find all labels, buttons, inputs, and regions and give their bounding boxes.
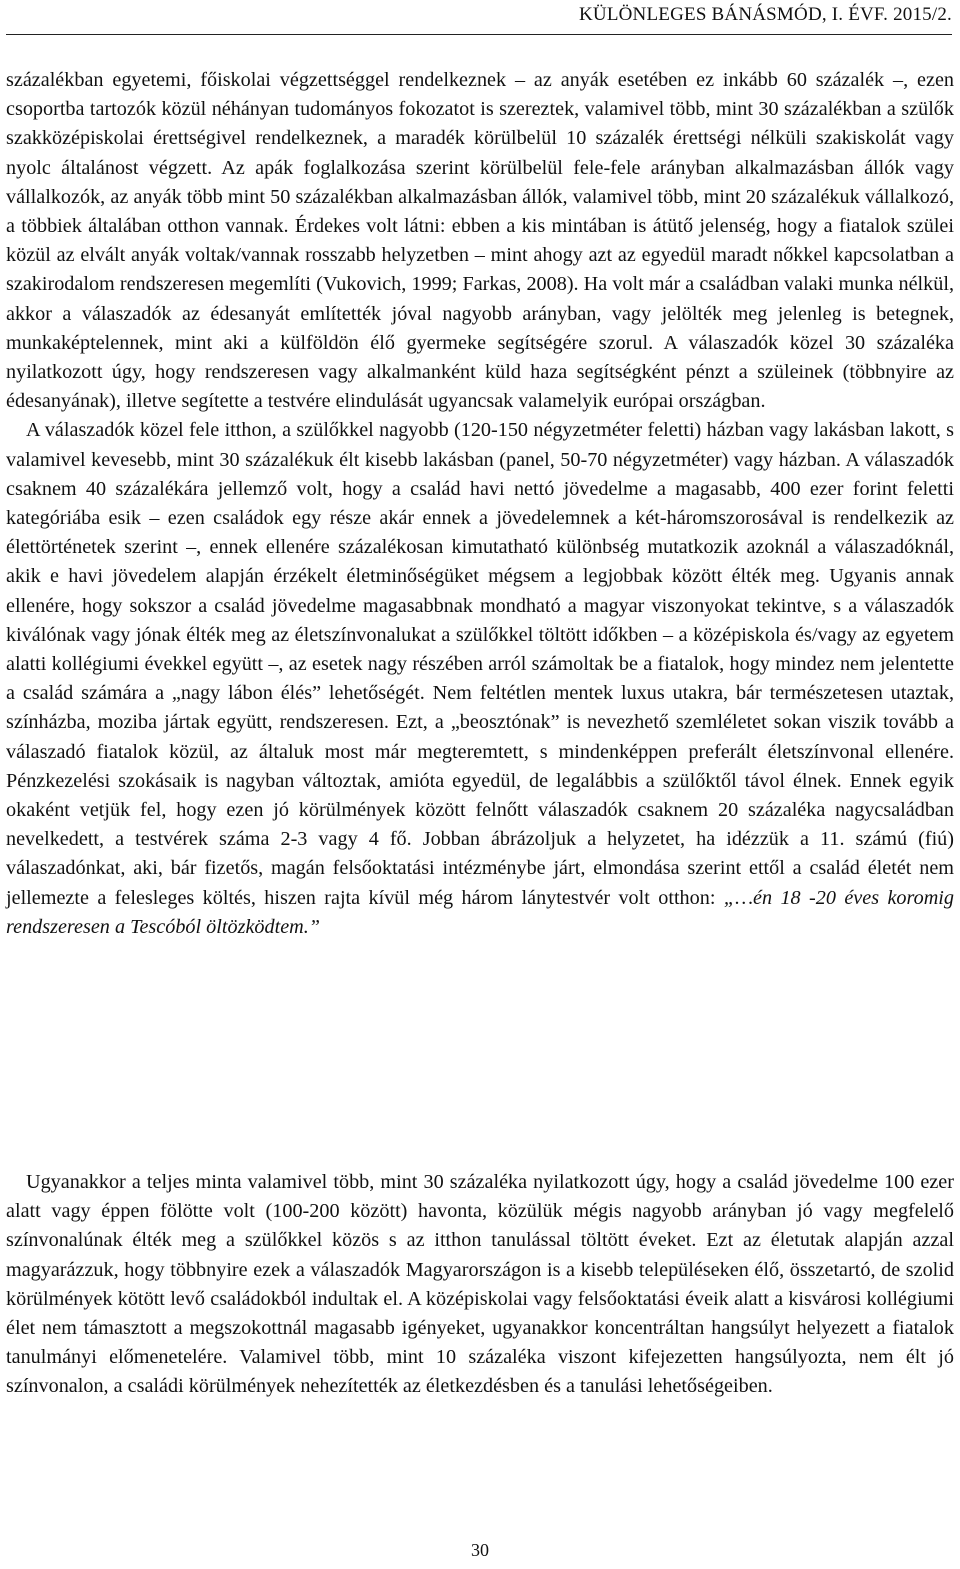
header-divider	[6, 34, 952, 35]
interview-quote: „…én 18 -20 éves koromig rendszeresen a Tescóból öltözködtem.”	[6, 886, 954, 938]
running-header: KÜLÖNLEGES BÁNÁSMÓD, I. ÉVF. 2015/2.	[578, 4, 952, 25]
paragraph-1: százalékban egyetemi, főiskolai végzettséggel rendelkeznek – az anyák esetében ez inkább 60 százalék –, ezen csoportba tartozók közül néhányan tudományos fokozatot is szereztek, valamivel több, mint 30 százalékban a szülők szakközépiskolai érettségivel rendelkeznek, a maradék körülbelül 10 százalék érettségi nélküli szakiskolát vagy nyolc általánost végzett. Az apák foglalkozása szerint körülbelül fele-fele arányban alkalmazásban állók vagy vállalkozók, az anyák több mint 50 százalékban alkalmazásban állók, valamivel több, mint 20 százalékuk vállalkozó, a többiek általában otthon vannak. Érdekes volt látni: ebben a kis mintában is átütő jelenség, hogy a fiatalok szülei közül az elvált anyák voltak/vannak rosszabb helyzetben – mint ahogy azt az egyedül maradt nőkkel kapcsolatban a szakirodalom rendszeresen megemlíti (Vukovich, 1999; Farkas, 2008). Ha volt már a családban valaki munka nélkül, akkor a válaszadók az édesanyát említették jóval nagyobb arányban, vagy jelölték meg jelenleg is betegnek, munkaképtelennek, mint aki a külföldön élő gyermeke segítségére szorul. A válaszadók közel 30 százaléka nyilatkozott úgy, hogy rendszeresen vagy alkalmanként küld haza segítségként pénzt a szüleinek (többnyire az édesanyának), illetve segítette a testvére elindulását ugyancsak valamelyik európai országban.	[6, 69, 954, 413]
paragraph-2-text: A válaszadók közel fele itthon, a szülőkkel nagyobb (120-150 négyzetméter feletti) házban vagy lakásban lakott, s valamivel kevesebb, mint 30 százalékuk élt kisebb lakásban (panel, 50-70 négyzetméter) vagy házban. A válaszadók csaknem 40 százalékára jellemző volt, hogy a család havi nettó jövedelme a magasabb, 400 ezer forint feletti kategóriába esik – ezen családok egy része akár ennek a jövedelemnek a két-háromszorosával is rendelkezik az élettörténetek szerint –, ennek ellenére százalékosan kimutatható különbség mutatkozik azoknál a válaszadóknál, akik e havi jövedelem alapján érzékelt életminőségüket mégsem a legjobbak között élték meg. Ugyanis annak ellenére, hogy sokszor a család jövedelme magasabbnak mondható a magyar viszonyokat tekintve, s a válaszadók kiválónak vagy jónak élték meg az életszínvonalukat a szülőkkel töltött időkben – a középiskola és/vagy az egyetem alatti kollégiumi évekkel együtt –, az esetek nagy részében arról számoltak be a fiatalok, hogy mindez nem jelentette a család számára a „nagy lábon élés” lehetőségét. Nem feltétlen mentek luxus utakra, bár természetesen utaztak, színházba, moziba jártak együtt, rendszeresen. Ezt, a „beosztónak” is nevezhető szemléletet sokan viszik tovább a válaszadó fiatalok közül, az általuk most már megteremtett, s mindenképpen preferált életszínvonal ellenére. Pénzkezelési szokásaik is nagyban változtak, amióta egyedül, de legalábbis a szülőktől távol élnek. Ennek egyik okaként vetjük fel, hogy ezen jó körülmények között felnőtt válaszadók csaknem 20 százaléka nagycsaládban nevelkedett, a testvérek száma 2-3 vagy 4 fő. Jobban ábrázoljuk a helyzetet, ha idézzük a 11. számú (fiú) válaszadónkat, aki, bár fizetős, magán felsőoktatási intézménybe járt, elmondása szerint ettől a család életét nem jellemezte a felesleges költés, hiszen rajta kívül még három lánytestvér volt otthon:	[6, 419, 954, 909]
main-text-block	[6, 66, 954, 942]
paragraph-2	[6, 416, 954, 942]
paragraph-3: Ugyanakkor a teljes minta valamivel több, mint 30 százaléka nyilatkozott úgy, hogy a család jövedelme 100 ezer alatt vagy éppen fölötte volt (100-200 között) havonta, közülük mégis nagyobb arányban jó vagy megfelelő színvonalúnak élték meg a szülőkkel közös s az itthon tanulással töltött éveket. Ezt az életutak alapján azzal magyarázzuk, hogy többnyire ezek a válaszadók Magyarországon is a kisebb településeken élő, összetartó, de szolid körülmények kötött levő családokból indultak el. A középiskolai vagy felsőoktatási éveik alatt a kisvárosi kollégiumi élet nem támasztott a megszokottnál magasabb igényeket, ugyanakkor koncentráltan hangsúlyt helyezett a fiatalok tanulmányi előmenetelére. Valamivel több, mint 10 százaléka viszont kifejezetten hangsúlyozta, nem élt jó színvonalon, a családi körülmények nehezítették az életkezdésben és a tanulási lehetőségeiben.	[6, 1171, 954, 1398]
second-text-block	[6, 1168, 954, 1402]
page-number: 30	[471, 1540, 489, 1560]
